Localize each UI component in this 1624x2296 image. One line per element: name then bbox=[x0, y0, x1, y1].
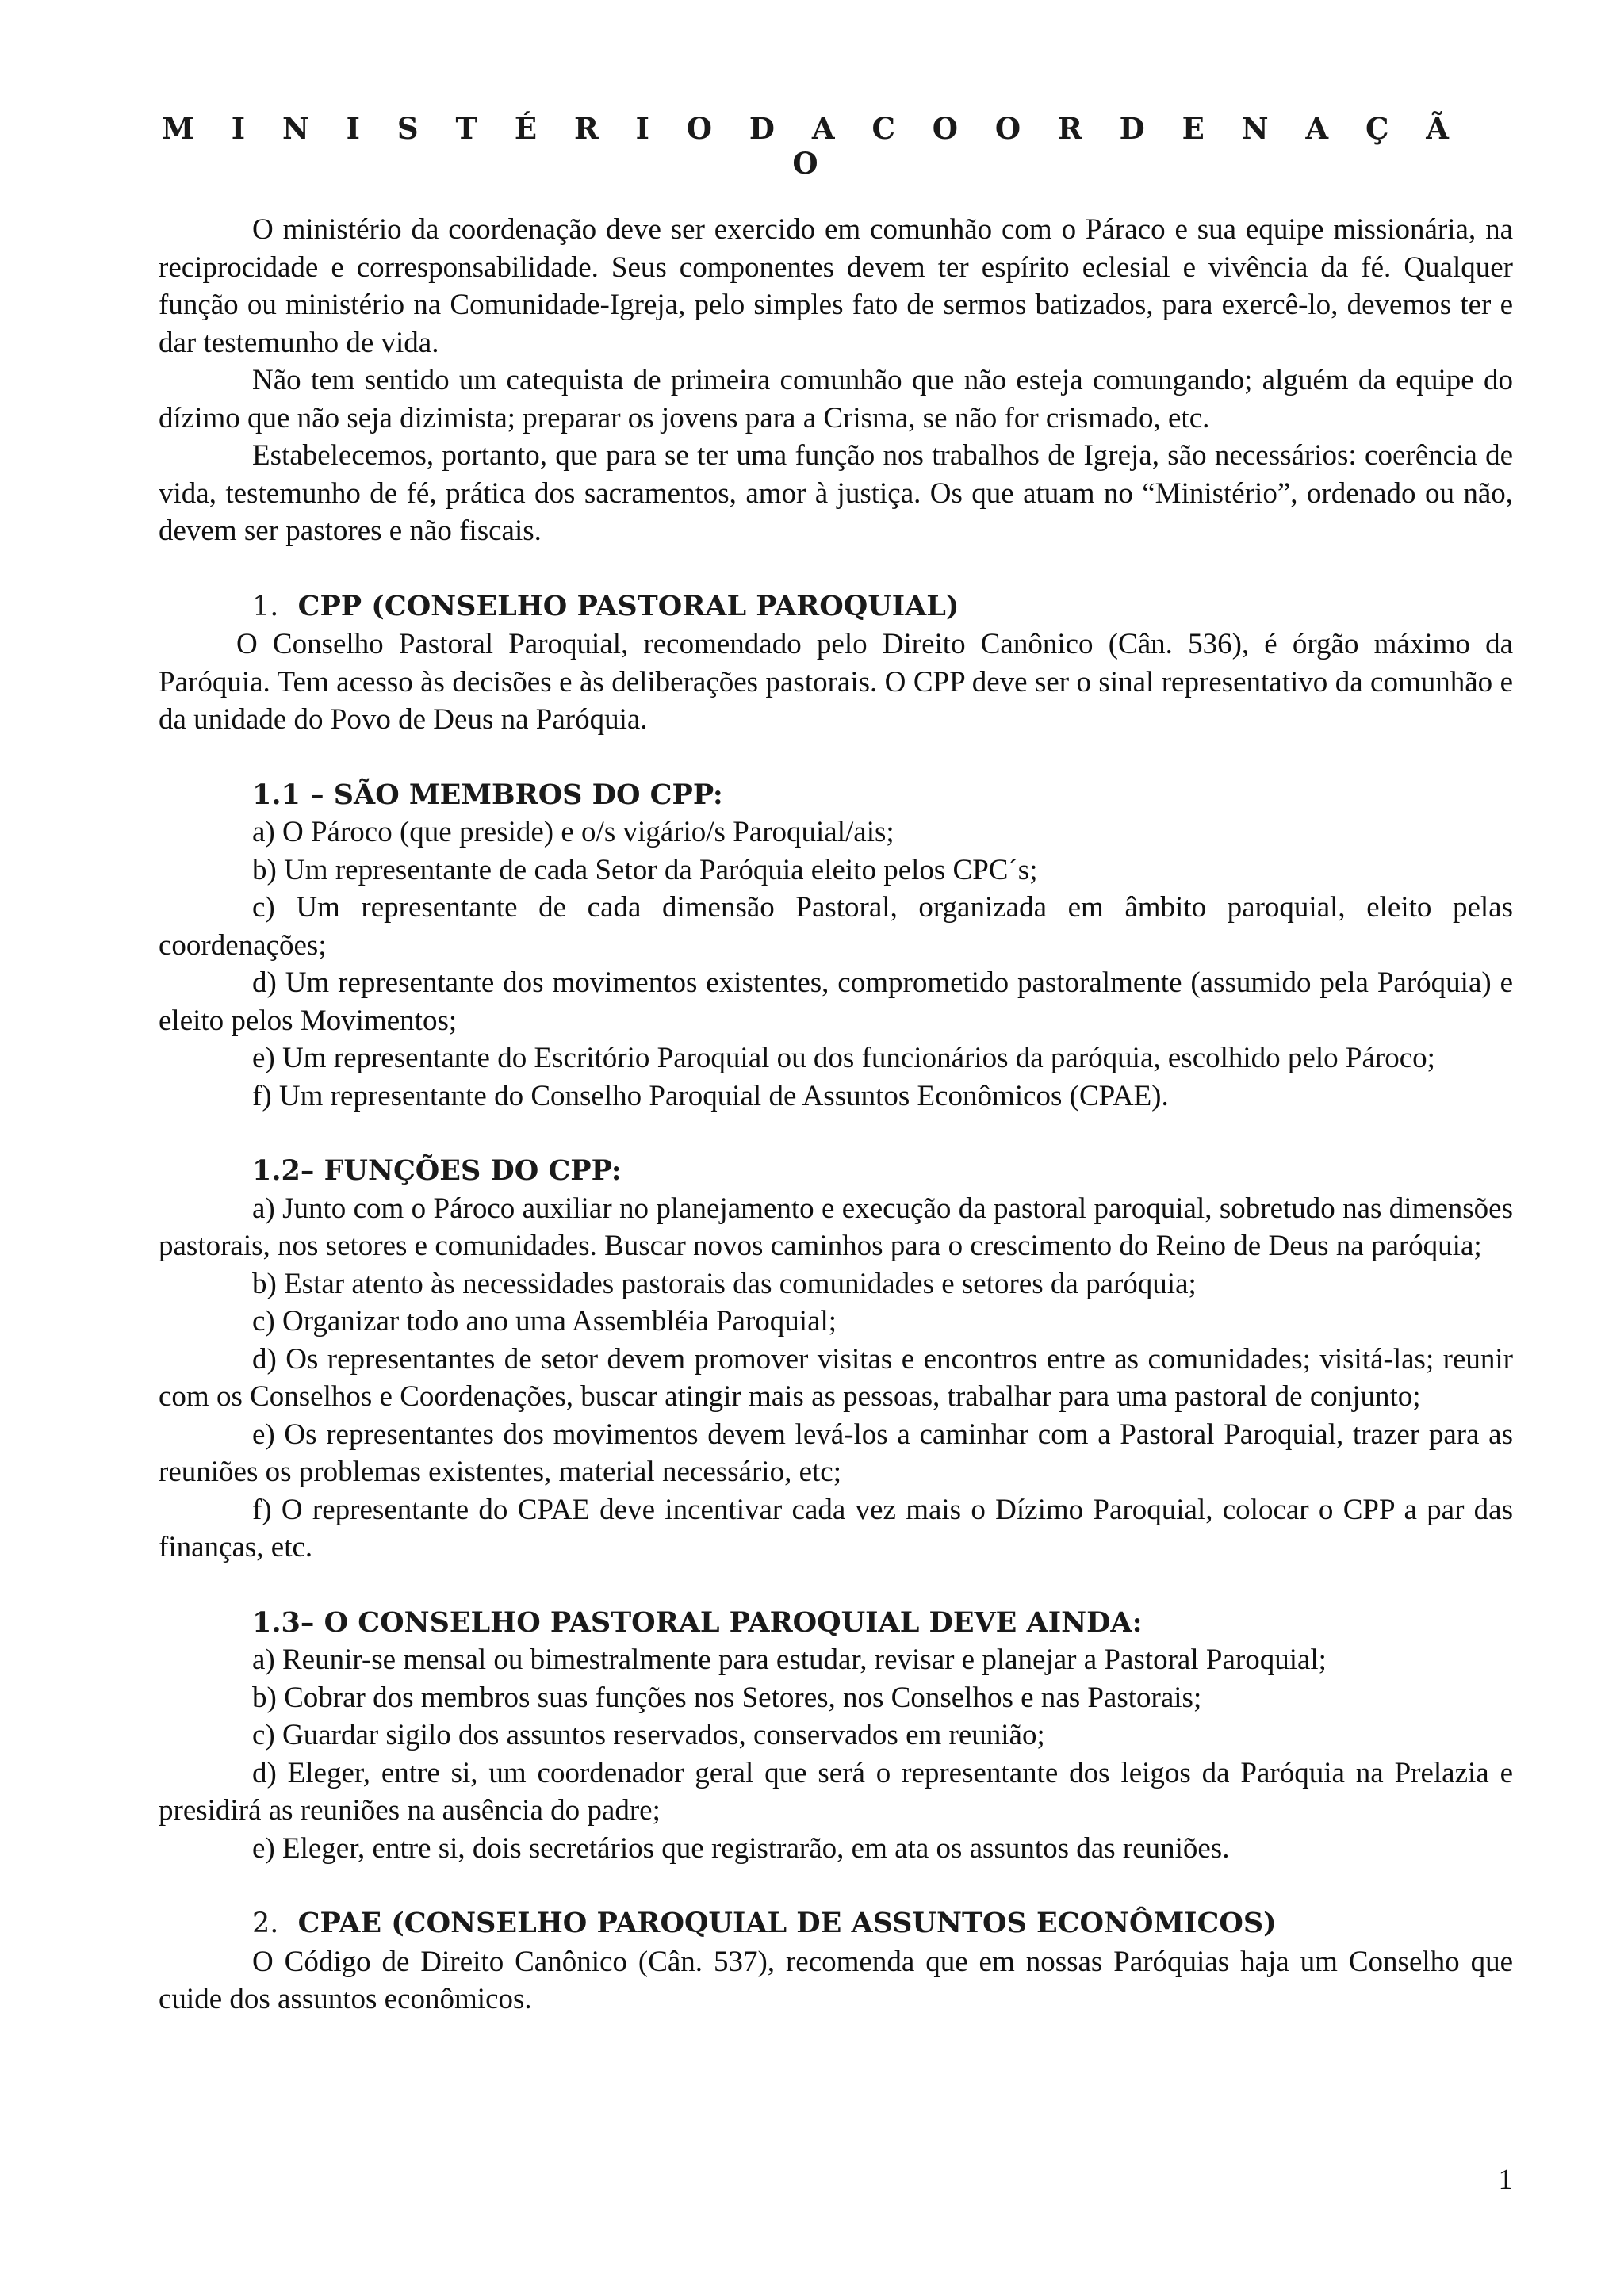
duty-item-e: e) Eleger, entre si, dois secretários que registrarão, em ata os assuntos das reuniões. bbox=[252, 1831, 1230, 1865]
page-number: 1 bbox=[1498, 2164, 1513, 2196]
section-2-number: 2. bbox=[252, 1908, 279, 1939]
function-item-e: e) Os representantes dos movimentos devem levá-los a caminhar com a Pastoral Paroquial, trazer para as reuniões os problemas existentes, material necessário, etc; bbox=[159, 1418, 1513, 1488]
spacer bbox=[159, 1567, 1513, 1604]
function-item-f: f) O representante do CPAE deve incentivar cada vez mais o Dízimo Paroquial, colocar o CPP a par das finanças, etc. bbox=[159, 1493, 1513, 1563]
spacer bbox=[159, 1115, 1513, 1152]
member-item-f: f) Um representante do Conselho Paroquial de Assuntos Econômicos (CPAE). bbox=[252, 1079, 1169, 1112]
intro-paragraph-2: Não tem sentido um catequista de primeira comunhão que não esteja comungando; alguém da equipe do dízimo que não seja dizimista; preparar os jovens para a Crisma, se não for crismado, etc. bbox=[159, 364, 1513, 434]
member-item-d: d) Um representante dos movimentos existentes, comprometido pastoralmente (assumido pela Paróquia) e eleito pelos Movimentos; bbox=[159, 966, 1513, 1037]
spacer bbox=[159, 1867, 1513, 1904]
duty-item-a: a) Reunir-se mensal ou bimestralmente para estudar, revisar e planejar a Pastoral Paroquial; bbox=[252, 1644, 1327, 1676]
function-item-b: b) Estar atento às necessidades pastorais das comunidades e setores da paróquia; bbox=[252, 1267, 1197, 1300]
section-1-heading bbox=[159, 587, 1513, 626]
section-1-text: O Conselho Pastoral Paroquial, recomendado pelo Direito Canônico (Cân. 536), é órgão máximo da Paróquia. Tem acesso às decisões e às deliberações pastorais. O CPP deve ser o sinal representativo da comunhão e da unidade do Povo de Deus na Paróquia. bbox=[159, 628, 1513, 736]
page-title: M I N I S T É R I O D A C O O R D E N A Ç Ã O bbox=[161, 111, 1463, 181]
spacer bbox=[159, 550, 1513, 587]
document-page bbox=[159, 111, 1513, 2019]
section-2-heading bbox=[159, 1904, 1513, 1943]
duty-item-d: d) Eleger, entre si, um coordenador geral que será o representante dos leigos da Paróquia na Prelazia e presidirá as reuniões na ausência do padre; bbox=[159, 1756, 1513, 1827]
function-item-d: d) Os representantes de setor devem promover visitas e encontros entre as comunidades; visitá-las; reunir com os Conselhos e Coordenações, buscar atingir mais as pessoas, trabalhar para uma pastoral de conjunto; bbox=[159, 1342, 1513, 1413]
member-item-a: a) O Pároco (que preside) e o/s vigário/s Paroquial/ais; bbox=[252, 816, 894, 848]
section-1-3-heading: 1.3– O CONSELHO PASTORAL PAROQUIAL DEVE AINDA: bbox=[252, 1605, 1143, 1639]
function-item-c: c) Organizar todo ano uma Assembléia Paroquial; bbox=[252, 1305, 837, 1337]
duty-item-c: c) Guardar sigilo dos assuntos reservados, conservados em reunião; bbox=[252, 1719, 1045, 1751]
member-item-e: e) Um representante do Escritório Paroquial ou dos funcionários da paróquia, escolhido pelo Pároco; bbox=[252, 1042, 1435, 1074]
intro-paragraph-1: O ministério da coordenação deve ser exercido em comunhão com o Páraco e sua equipe missionária, na reciprocidade e corresponsabilidade. Seus componentes devem ter espírito eclesial e vivência da fé. Qualquer função ou ministério na Comunidade-Igreja, pelo simples fato de sermos batizados, para exercê-lo, devemos ter e dar testemunho de vida. bbox=[159, 213, 1513, 359]
section-1-title: CPP (CONSELHO PASTORAL PAROQUIAL) bbox=[297, 589, 959, 622]
function-item-a: a) Junto com o Pároco auxiliar no planejamento e execução da pastoral paroquial, sobretudo nas dimensões pastorais, nos setores e comunidades. Buscar novos caminhos para o crescimento do Reino de Deus na paróquia; bbox=[159, 1192, 1513, 1262]
section-1-2-heading: 1.2– FUNÇÕES DO CPP: bbox=[252, 1154, 622, 1187]
section-1-1-heading: 1.1 – SÃO MEMBROS DO CPP: bbox=[252, 778, 723, 811]
member-item-b: b) Um representante de cada Setor da Paróquia eleito pelos CPC´s; bbox=[252, 853, 1038, 886]
spacer bbox=[159, 739, 1513, 776]
section-1-number: 1. bbox=[252, 590, 279, 622]
section-2-text: O Código de Direito Canônico (Cân. 537), recomenda que em nossas Paróquias haja um Conselho que cuide dos assuntos econômicos. bbox=[159, 1945, 1513, 2015]
intro-paragraph-3: Estabelecemos, portanto, que para se ter uma função nos trabalhos de Igreja, são necessários: coerência de vida, testemunho de fé, prática dos sacramentos, amor à justiça. Os que atuam no “Ministério”, ordenado ou não, devem ser pastores e não fiscais. bbox=[159, 439, 1513, 547]
section-2-title: CPAE (CONSELHO PAROQUIAL DE ASSUNTOS ECONÔMICOS) bbox=[297, 1907, 1277, 1939]
duty-item-b: b) Cobrar dos membros suas funções nos Setores, nos Conselhos e nas Pastorais; bbox=[252, 1681, 1202, 1714]
member-item-c: c) Um representante de cada dimensão Pastoral, organizada em âmbito paroquial, eleito pelas coordenações; bbox=[159, 891, 1513, 962]
